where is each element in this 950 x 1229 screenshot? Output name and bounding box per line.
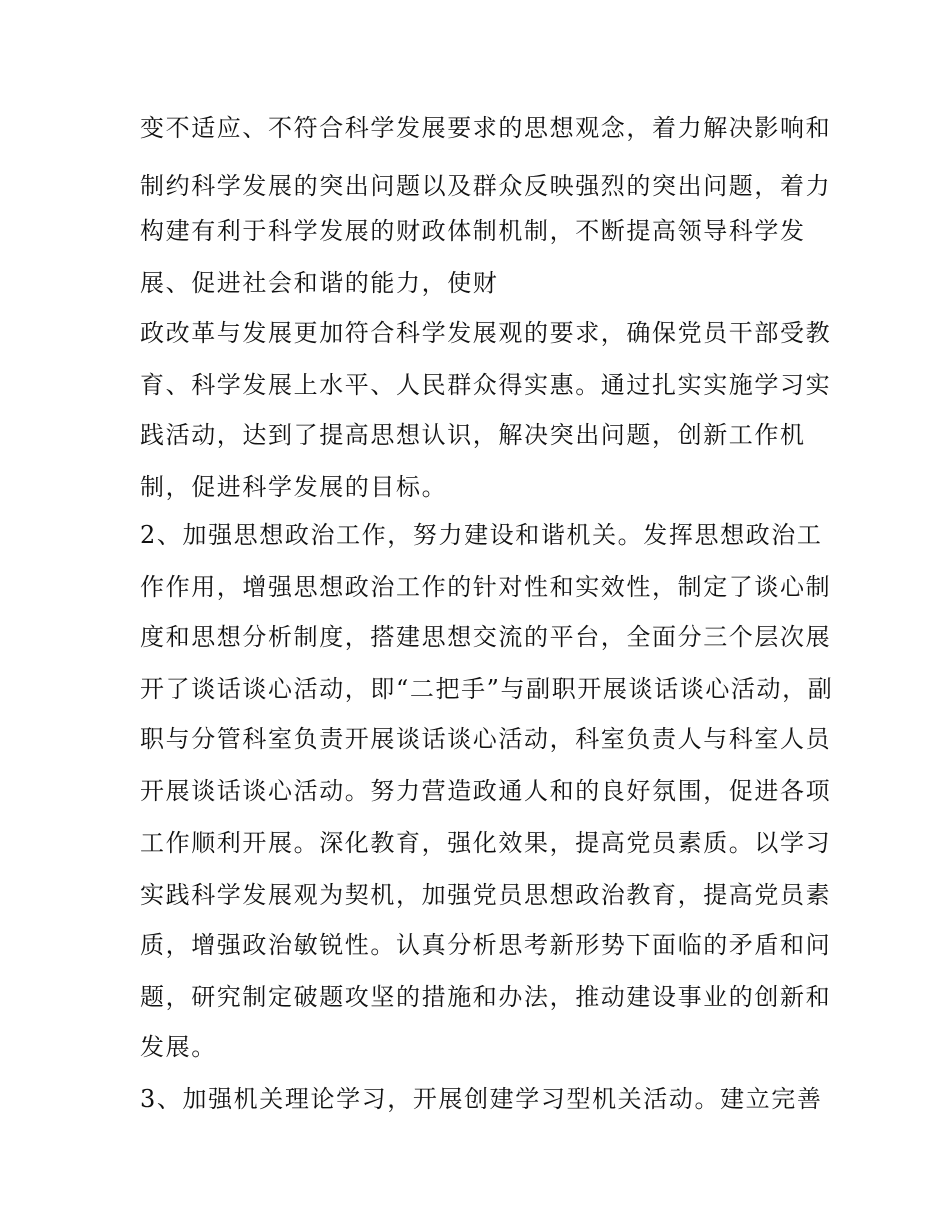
text-line: 实践科学发展观为契机，加强党员思想政治教育，提高党员素 [140,881,832,909]
text-line: 发展。 [140,1033,217,1061]
text-line: 职与分管科室负责开展谈话谈心活动，科室负责人与科室人员 [140,725,832,753]
text-line: 题，研究制定破题攻坚的措施和办法，推动建设事业的创新和 [140,983,832,1011]
text-line: 工作顺利开展。深化教育，强化效果，提高党员素质。以学习 [140,829,832,857]
text-line: 制，促进科学发展的目标。 [140,473,448,501]
text-line: 2、加强思想政治工作，努力建设和谐机关。发挥思想政治工 [140,521,823,549]
text-line: 践活动，达到了提高思想认识，解决突出问题，创新工作机 [140,421,806,449]
text-line: 制约科学发展的突出问题以及群众反映强烈的突出问题，着力 [140,172,832,200]
text-line: 开了谈话谈心活动，即“二把手”与副职开展谈话谈心活动，副 [140,675,834,703]
text-line: 度和思想分析制度，搭建思想交流的平台，全面分三个层次展 [140,623,832,651]
text-line: 3、加强机关理论学习，开展创建学习型机关活动。建立完善 [140,1085,823,1113]
text-line: 构建有利于科学发展的财政体制机制，不断提高领导科学发 [140,217,806,245]
text-line: 开展谈话谈心活动。努力营造政通人和的良好氛围，促进各项 [140,777,832,805]
text-line: 作作用，增强思想政治工作的针对性和实效性，制定了谈心制 [140,573,832,601]
text-line: 育、科学发展上水平、人民群众得实惠。通过扎实实施学习实 [140,371,832,399]
text-line: 变不适应、不符合科学发展要求的思想观念，着力解决影响和 [140,114,832,142]
text-line: 质，增强政治敏锐性。认真分析思考新形势下面临的矛盾和问 [140,931,832,959]
text-line: 政改革与发展更加符合科学发展观的要求，确保党员干部受教 [140,319,832,347]
text-line: 展、促进社会和谐的能力，使财 [140,269,499,297]
